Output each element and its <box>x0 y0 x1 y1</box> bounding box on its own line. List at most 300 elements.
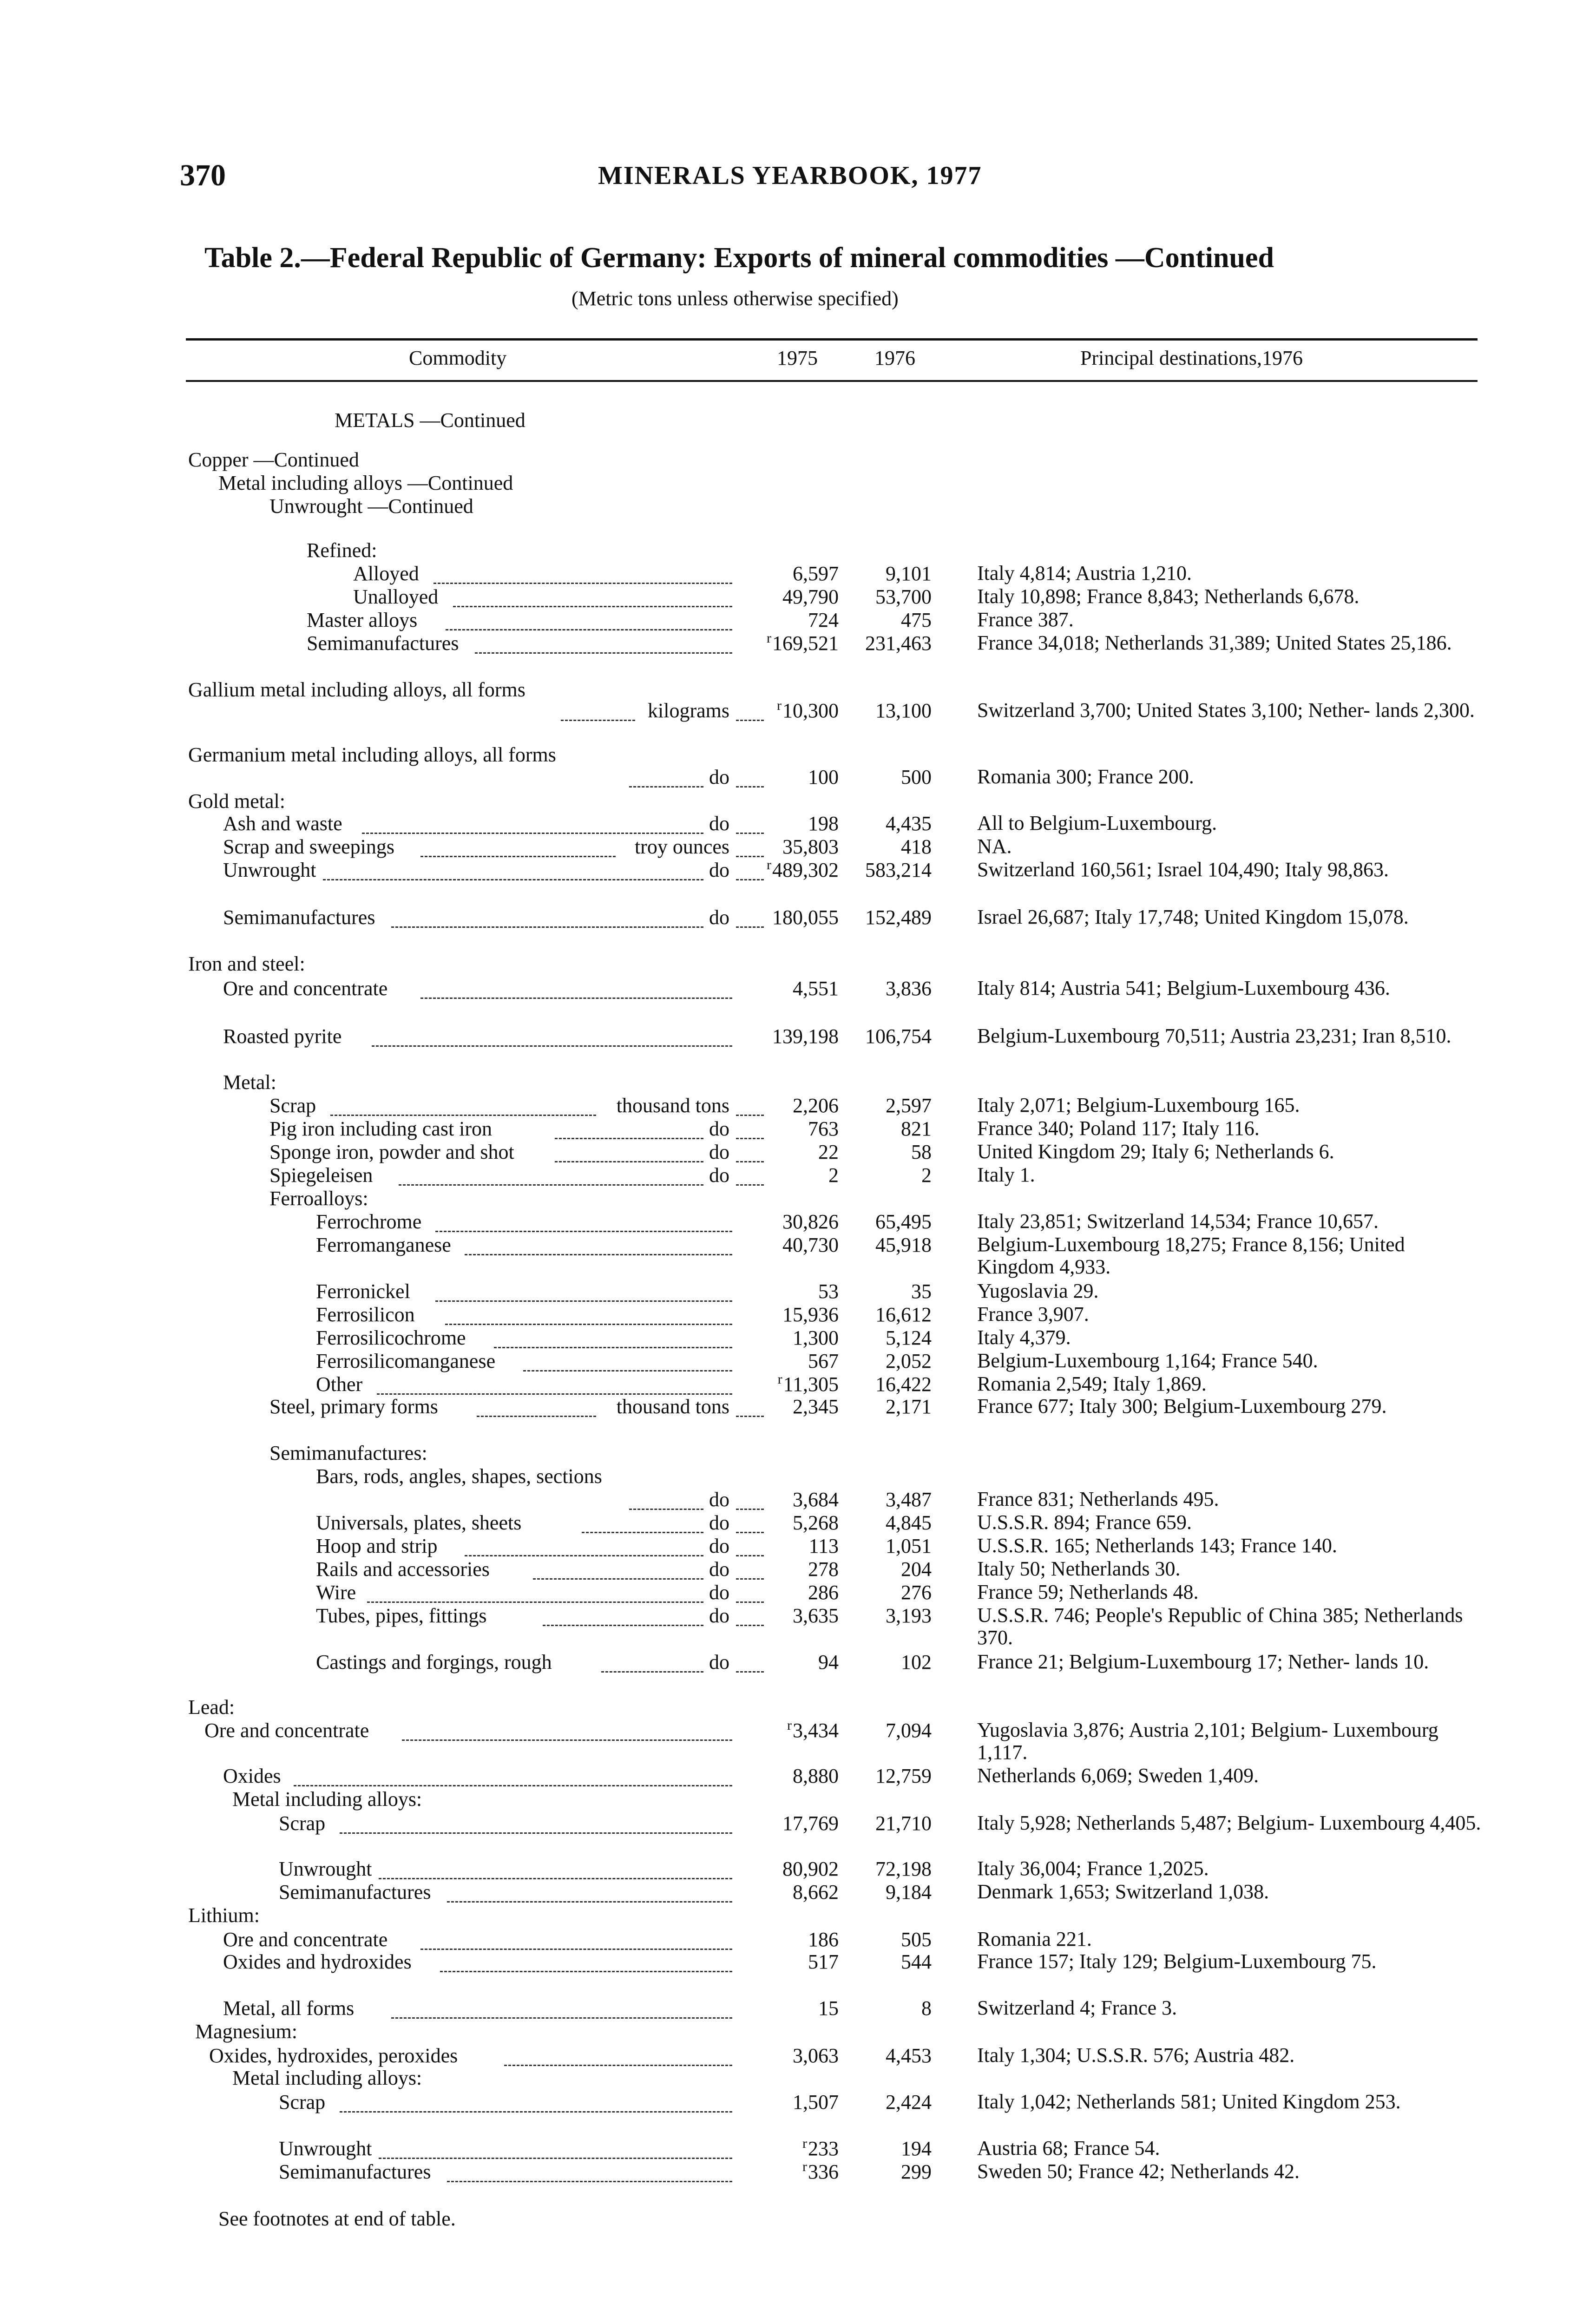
value-1975 <box>793 977 839 1000</box>
table-row <box>0 2020 1596 2048</box>
row-label: Master alloys <box>307 609 418 631</box>
revised-mark: r <box>787 1718 792 1733</box>
value-1975 <box>782 1234 839 1257</box>
value-1975 <box>782 1857 839 1881</box>
leader-line <box>446 615 732 630</box>
column-header-1975: 1975 <box>777 347 818 369</box>
value-1976: 2,597 <box>886 1094 932 1117</box>
leader-line <box>543 1611 703 1626</box>
value-1975-text: 180,055 <box>772 906 839 929</box>
leader-line <box>736 1495 764 1510</box>
value-1976: 9,184 <box>886 1881 932 1903</box>
value-1975-text: 169,521 <box>772 632 839 655</box>
principal-destinations: France 34,018; Netherlands 31,389; United States 25,186. <box>977 631 1452 654</box>
principal-destinations: NA. <box>977 835 1012 858</box>
value-1975 <box>793 562 839 585</box>
value-1975-text: 763 <box>808 1117 839 1140</box>
principal-destinations: Israel 26,687; Italy 17,748; United Kingdom 15,078. <box>977 906 1409 928</box>
leader-line <box>447 2167 732 2182</box>
value-1976: 21,710 <box>875 1812 932 1835</box>
leader-line <box>736 1588 764 1603</box>
value-1975 <box>808 1928 839 1951</box>
value-1975-text: 30,826 <box>782 1210 839 1233</box>
principal-destinations: France 157; Italy 129; Belgium-Luxembourg 75. <box>977 1950 1377 1973</box>
value-1975 <box>778 1373 839 1396</box>
value-1975 <box>802 2160 839 2184</box>
value-1975 <box>808 1950 839 1974</box>
leader-line <box>453 592 732 607</box>
principal-destinations: Romania 2,549; Italy 1,869. <box>977 1372 1207 1395</box>
leader-line <box>391 912 703 928</box>
principal-destinations: Italy 2,071; Belgium-Luxembourg 165. <box>977 1094 1300 1116</box>
value-1975 <box>793 1326 839 1350</box>
leader-line <box>435 1286 732 1302</box>
value-1975-text: 53 <box>818 1280 839 1303</box>
value-1975 <box>793 1765 839 1788</box>
page-number: 370 <box>180 158 226 192</box>
leader-line <box>402 1726 732 1741</box>
leader-line <box>379 2144 732 2159</box>
value-1975 <box>808 1117 839 1141</box>
value-1975 <box>782 835 839 859</box>
principal-destinations: Switzerland 3,700; United States 3,100; Nether- lands 2,300. <box>977 699 1475 722</box>
row-label: Metal including alloys: <box>232 1788 422 1811</box>
row-label: Scrap and sweepings <box>223 835 395 858</box>
value-1976: 505 <box>901 1928 932 1951</box>
row-label: Scrap <box>269 1094 316 1117</box>
table-row <box>0 977 1596 1005</box>
row-label: Other <box>316 1373 363 1396</box>
value-1975 <box>818 1997 839 2020</box>
row-label: Alloyed <box>353 562 419 585</box>
leader-line <box>465 1240 732 1255</box>
leader-line <box>736 1101 764 1116</box>
value-1976: 65,495 <box>875 1210 932 1233</box>
value-1975-text: 17,769 <box>782 1812 839 1835</box>
leader-line <box>399 1170 703 1186</box>
leader-line <box>736 1124 764 1139</box>
value-1975 <box>793 2044 839 2067</box>
value-1976: 72,198 <box>875 1857 932 1880</box>
leader-line <box>504 2051 732 2066</box>
value-1975-text: 4,551 <box>793 977 839 1000</box>
principal-destinations: France 387. <box>977 608 1074 631</box>
value-1975 <box>793 1604 839 1627</box>
principal-destinations: Denmark 1,653; Switzerland 1,038. <box>977 1880 1269 1903</box>
row-label: Oxides <box>223 1765 281 1787</box>
row-label: Oxides and hydroxides <box>223 1950 412 1973</box>
value-1975 <box>793 1881 839 1904</box>
value-1976: 204 <box>901 1558 932 1581</box>
principal-destinations: Italy 814; Austria 541; Belgium-Luxembourg 436. <box>977 977 1390 999</box>
value-1975 <box>782 1812 839 1835</box>
row-unit: do <box>709 1488 729 1511</box>
value-1975-text: 233 <box>808 2137 839 2160</box>
row-label: Scrap <box>279 1812 326 1835</box>
row-label: Semimanufactures: <box>269 1442 427 1464</box>
value-1976: 8 <box>921 1997 932 2020</box>
principal-destinations: Italy 1. <box>977 1163 1035 1186</box>
row-label: Ferrosilicon <box>316 1303 415 1326</box>
value-1975-text: 11,305 <box>783 1373 839 1396</box>
value-1975-text: 2 <box>828 1164 839 1187</box>
principal-destinations: Sweden 50; France 42; Netherlands 42. <box>977 2160 1300 2183</box>
row-label: Tubes, pipes, fittings <box>316 1604 487 1627</box>
revised-mark: r <box>767 630 771 646</box>
principal-destinations: Italy 50; Netherlands 30. <box>977 1557 1181 1580</box>
revised-mark: r <box>767 857 771 873</box>
leader-line <box>736 1564 764 1580</box>
leader-line <box>533 1564 703 1580</box>
value-1975-text: 1,300 <box>793 1326 839 1349</box>
leader-line <box>736 865 764 880</box>
value-1975-text: 286 <box>808 1581 839 1604</box>
leader-line <box>323 865 703 880</box>
table-row <box>0 1950 1596 1978</box>
table-row <box>0 952 1596 980</box>
table-row <box>0 632 1596 660</box>
table-row <box>0 2160 1596 2188</box>
value-1976: 231,463 <box>865 632 932 655</box>
value-1976: 13,100 <box>875 699 932 722</box>
row-label: Ore and concentrate <box>223 977 388 1000</box>
leader-line <box>433 569 732 584</box>
value-1975-text: 139,198 <box>772 1025 839 1048</box>
row-label: Unwrought <box>279 2137 372 2160</box>
leader-line <box>582 1518 703 1533</box>
value-1975 <box>808 1581 839 1604</box>
row-unit: kilograms <box>648 699 729 722</box>
leader-line <box>629 772 703 787</box>
leader-line <box>330 1101 596 1116</box>
principal-destinations: Romania 300; France 200. <box>977 765 1194 788</box>
value-1976: 194 <box>901 2137 932 2160</box>
value-1976: 4,845 <box>886 1511 932 1534</box>
row-label: Copper —Continued <box>188 448 359 471</box>
row-label: Iron and steel: <box>188 952 305 975</box>
row-unit: troy ounces <box>634 835 729 858</box>
table-row <box>0 1812 1596 1840</box>
row-label: Unwrought <box>279 1857 372 1880</box>
value-1976: 500 <box>901 766 932 788</box>
value-1976: 2,171 <box>886 1395 932 1418</box>
row-label: Pig iron including cast iron <box>269 1117 493 1140</box>
row-label: Ferrosilicochrome <box>316 1326 466 1349</box>
row-unit: do <box>709 1141 729 1163</box>
leader-line <box>362 819 703 834</box>
value-1975 <box>782 1303 839 1326</box>
value-1976: 544 <box>901 1950 932 1973</box>
value-1975 <box>772 906 839 929</box>
value-1975-text: 567 <box>808 1350 839 1372</box>
running-title: MINERALS YEARBOOK, 1977 <box>598 161 982 190</box>
row-label: Magnesium: <box>195 2020 297 2043</box>
leader-line <box>736 842 764 857</box>
value-1975 <box>808 609 839 632</box>
value-1976: 3,193 <box>886 1604 932 1627</box>
principal-destinations: France 59; Netherlands 48. <box>977 1581 1199 1603</box>
table-row <box>0 1025 1596 1053</box>
row-unit: thousand tons <box>616 1395 729 1418</box>
row-label: Scrap <box>279 2091 326 2113</box>
row-label: Rails and accessories <box>316 1558 490 1581</box>
value-1976: 2,424 <box>886 2091 932 2113</box>
row-label: Universals, plates, sheets <box>316 1511 522 1534</box>
leader-line <box>340 2097 732 2113</box>
value-1975-text: 100 <box>808 766 839 788</box>
leader-line <box>555 1147 703 1162</box>
value-1976: 53,700 <box>875 585 932 608</box>
principal-destinations: Yugoslavia 3,876; Austria 2,101; Belgium- Luxembourg 1,117. <box>977 1719 1438 1764</box>
value-1975-text: 22 <box>818 1141 839 1163</box>
row-unit: do <box>709 1558 729 1581</box>
value-1976: 9,101 <box>886 562 932 585</box>
value-1975 <box>808 766 839 789</box>
leader-line <box>629 1495 703 1510</box>
row-label: Ferrochrome <box>316 1210 422 1233</box>
row-unit: do <box>709 1604 729 1627</box>
leader-line <box>372 1031 732 1047</box>
principal-destinations: Romania 221. <box>977 1928 1092 1950</box>
value-1975-text: 8,880 <box>793 1765 839 1787</box>
row-label: Ferrosilicomanganese <box>316 1350 496 1372</box>
leader-line <box>420 842 616 857</box>
row-label: Wire <box>316 1581 356 1604</box>
value-1976: 299 <box>901 2160 932 2183</box>
value-1976: 583,214 <box>865 859 932 881</box>
value-1975-text: 3,635 <box>793 1604 839 1627</box>
principal-destinations: Italy 1,042; Netherlands 581; United Kingdom 253. <box>977 2090 1401 2113</box>
value-1975-text: 517 <box>808 1950 839 1973</box>
leader-line <box>420 1935 732 1950</box>
value-1976: 16,422 <box>875 1373 932 1396</box>
row-label: Unalloyed <box>353 585 439 608</box>
row-label: Sponge iron, powder and shot <box>269 1141 514 1163</box>
table-row <box>0 495 1596 523</box>
table-subtitle: (Metric tons unless otherwise specified) <box>571 287 899 310</box>
row-label: Ferromanganese <box>316 1234 451 1256</box>
value-1975-text: 10,300 <box>782 699 839 722</box>
value-1975-text: 113 <box>808 1535 839 1557</box>
table-row <box>0 409 1596 437</box>
table-title: Table 2.—Federal Republic of Germany: Exports of mineral commodities —Continued <box>204 242 1274 274</box>
value-1976: 35 <box>911 1280 932 1303</box>
leader-line <box>736 706 764 721</box>
principal-destinations: Italy 10,898; France 8,843; Netherlands 6,678. <box>977 585 1360 608</box>
value-1976: 3,487 <box>886 1488 932 1511</box>
leader-line <box>377 1379 732 1395</box>
value-1975 <box>793 1488 839 1511</box>
value-1975-text: 724 <box>808 609 839 631</box>
value-1976: 3,836 <box>886 977 932 1000</box>
footnote: See footnotes at end of table. <box>218 2207 456 2230</box>
value-1975 <box>787 1719 839 1742</box>
principal-destinations: Italy 4,814; Austria 1,210. <box>977 562 1192 584</box>
value-1975 <box>772 1025 839 1048</box>
row-unit: do <box>709 766 729 788</box>
leader-line <box>340 1818 732 1834</box>
value-1975-text: 198 <box>808 812 839 835</box>
value-1976: 4,453 <box>886 2044 932 2067</box>
value-1975-text: 35,803 <box>782 835 839 858</box>
principal-destinations: France 831; Netherlands 495. <box>977 1488 1219 1510</box>
leader-line <box>294 1771 732 1786</box>
value-1976: 102 <box>901 1651 932 1673</box>
value-1975 <box>767 859 839 882</box>
row-label: Roasted pyrite <box>223 1025 342 1048</box>
row-label: Hoop and strip <box>316 1535 438 1557</box>
value-1975 <box>808 1558 839 1581</box>
row-label: Germanium metal including alloys, all forms <box>188 743 556 766</box>
principal-destinations: United Kingdom 29; Italy 6; Netherlands 6. <box>977 1140 1334 1163</box>
leader-line <box>736 1402 764 1417</box>
leader-line <box>447 1887 732 1903</box>
value-1975 <box>793 1094 839 1117</box>
leader-line <box>523 1356 732 1371</box>
row-unit: do <box>709 1164 729 1187</box>
row-unit: do <box>709 859 729 881</box>
table-row <box>0 1651 1596 1679</box>
value-1975-text: 40,730 <box>782 1234 839 1256</box>
principal-destinations: U.S.S.R. 894; France 659. <box>977 1511 1192 1534</box>
principal-destinations: All to Belgium-Luxembourg. <box>977 812 1217 834</box>
value-1976: 1,051 <box>886 1535 932 1557</box>
row-label: Lead: <box>188 1696 235 1719</box>
leader-line <box>477 1402 596 1417</box>
principal-destinations: Austria 68; France 54. <box>977 2137 1160 2159</box>
principal-destinations: France 677; Italy 300; Belgium-Luxembourg 279. <box>977 1395 1387 1417</box>
table-row <box>0 2091 1596 2119</box>
row-label: Oxides, hydroxides, peroxides <box>209 2044 458 2067</box>
row-label: Refined: <box>307 539 377 562</box>
row-unit: do <box>709 1651 729 1673</box>
value-1976: 16,612 <box>875 1303 932 1326</box>
leader-line <box>475 638 732 654</box>
row-label: Ferroalloys: <box>269 1187 368 1210</box>
row-label: Ferronickel <box>316 1280 410 1303</box>
table-row <box>0 1718 1596 1764</box>
value-1975 <box>818 1280 839 1303</box>
row-label: Spiegeleisen <box>269 1164 373 1187</box>
principal-destinations: Italy 36,004; France 1,2025. <box>977 1857 1209 1880</box>
row-label: Gallium metal including alloys, all forms <box>188 678 525 701</box>
row-unit: do <box>709 1581 729 1604</box>
value-1975 <box>767 632 839 655</box>
value-1975-text: 15 <box>818 1997 839 2020</box>
row-unit: do <box>709 1535 729 1557</box>
column-header-1976: 1976 <box>874 347 915 369</box>
row-unit: do <box>709 812 729 835</box>
leader-line <box>736 772 764 787</box>
value-1975 <box>818 1651 839 1674</box>
value-1976: 152,489 <box>865 906 932 929</box>
leader-line <box>736 1541 764 1556</box>
value-1975 <box>793 1395 839 1418</box>
row-label: Metal including alloys —Continued <box>218 472 513 494</box>
value-1975-text: 2,206 <box>793 1094 839 1117</box>
table-row <box>0 859 1596 886</box>
row-label: Metal: <box>223 1071 276 1094</box>
value-1976: 5,124 <box>886 1326 932 1349</box>
table-row <box>0 766 1596 794</box>
table-row <box>0 1233 1596 1278</box>
leader-line <box>494 1333 732 1348</box>
principal-destinations: Netherlands 6,069; Sweden 1,409. <box>977 1764 1259 1787</box>
value-1975-text: 278 <box>808 1558 839 1581</box>
leader-line <box>736 1170 764 1186</box>
value-1975-text: 6,597 <box>793 562 839 585</box>
value-1975-text: 94 <box>818 1651 839 1673</box>
row-unit: do <box>709 1117 729 1140</box>
principal-destinations: Switzerland 160,561; Israel 104,490; Italy 98,863. <box>977 858 1389 881</box>
row-label: Gold metal: <box>188 790 285 813</box>
value-1975 <box>777 699 839 722</box>
table-row <box>0 906 1596 934</box>
value-1976: 2,052 <box>886 1350 932 1372</box>
value-1975 <box>782 585 839 609</box>
value-1976: 2 <box>921 1164 932 1187</box>
revised-mark: r <box>802 2159 807 2175</box>
value-1976: 4,435 <box>886 812 932 835</box>
row-label: Ore and concentrate <box>223 1928 388 1951</box>
value-1975-text: 80,902 <box>782 1857 839 1880</box>
value-1975 <box>828 1164 839 1187</box>
value-1975-text: 8,662 <box>793 1881 839 1903</box>
leader-line <box>465 1541 703 1556</box>
row-label: Ash and waste <box>223 812 342 835</box>
principal-destinations: U.S.S.R. 746; People's Republic of China 385; Netherlands 370. <box>977 1604 1463 1649</box>
value-1975 <box>808 1350 839 1373</box>
leader-line <box>420 984 732 999</box>
row-label: Steel, primary forms <box>269 1395 438 1418</box>
value-1976: 276 <box>901 1581 932 1604</box>
value-1975-text: 3,063 <box>793 2044 839 2067</box>
value-1975-text: 1,507 <box>793 2091 839 2113</box>
row-unit: thousand tons <box>616 1094 729 1117</box>
value-1975 <box>809 1535 839 1558</box>
row-label: Semimanufactures <box>223 906 375 929</box>
value-1975-text: 3,684 <box>793 1488 839 1511</box>
leader-line <box>379 1864 732 1879</box>
table-row <box>0 1395 1596 1423</box>
value-1975-text: 5,268 <box>793 1511 839 1534</box>
table-row <box>0 1604 1596 1649</box>
row-label: Unwrought —Continued <box>269 495 473 518</box>
leader-line <box>445 1310 732 1325</box>
leader-line <box>736 1518 764 1533</box>
value-1976: 7,094 <box>886 1719 932 1742</box>
principal-destinations: Belgium-Luxembourg 18,275; France 8,156; United Kingdom 4,933. <box>977 1233 1405 1278</box>
value-1976: 418 <box>901 835 932 858</box>
leader-line <box>736 1657 764 1673</box>
value-1975 <box>782 1210 839 1234</box>
leader-line <box>736 912 764 928</box>
leader-line <box>736 1611 764 1626</box>
value-1975 <box>802 2137 839 2160</box>
value-1975-text: 186 <box>808 1928 839 1951</box>
leader-line <box>561 706 635 721</box>
principal-destinations: France 340; Poland 117; Italy 116. <box>977 1117 1260 1140</box>
revised-mark: r <box>777 698 782 714</box>
value-1975-text: 489,302 <box>772 859 839 881</box>
principal-destinations: Belgium-Luxembourg 1,164; France 540. <box>977 1349 1318 1372</box>
value-1976: 475 <box>901 609 932 631</box>
value-1975 <box>818 1141 839 1164</box>
value-1976: 12,759 <box>875 1765 932 1787</box>
value-1975-text: 3,434 <box>793 1719 839 1742</box>
value-1975-text: 2,345 <box>793 1395 839 1418</box>
row-label: Metal, all forms <box>223 1997 355 2020</box>
